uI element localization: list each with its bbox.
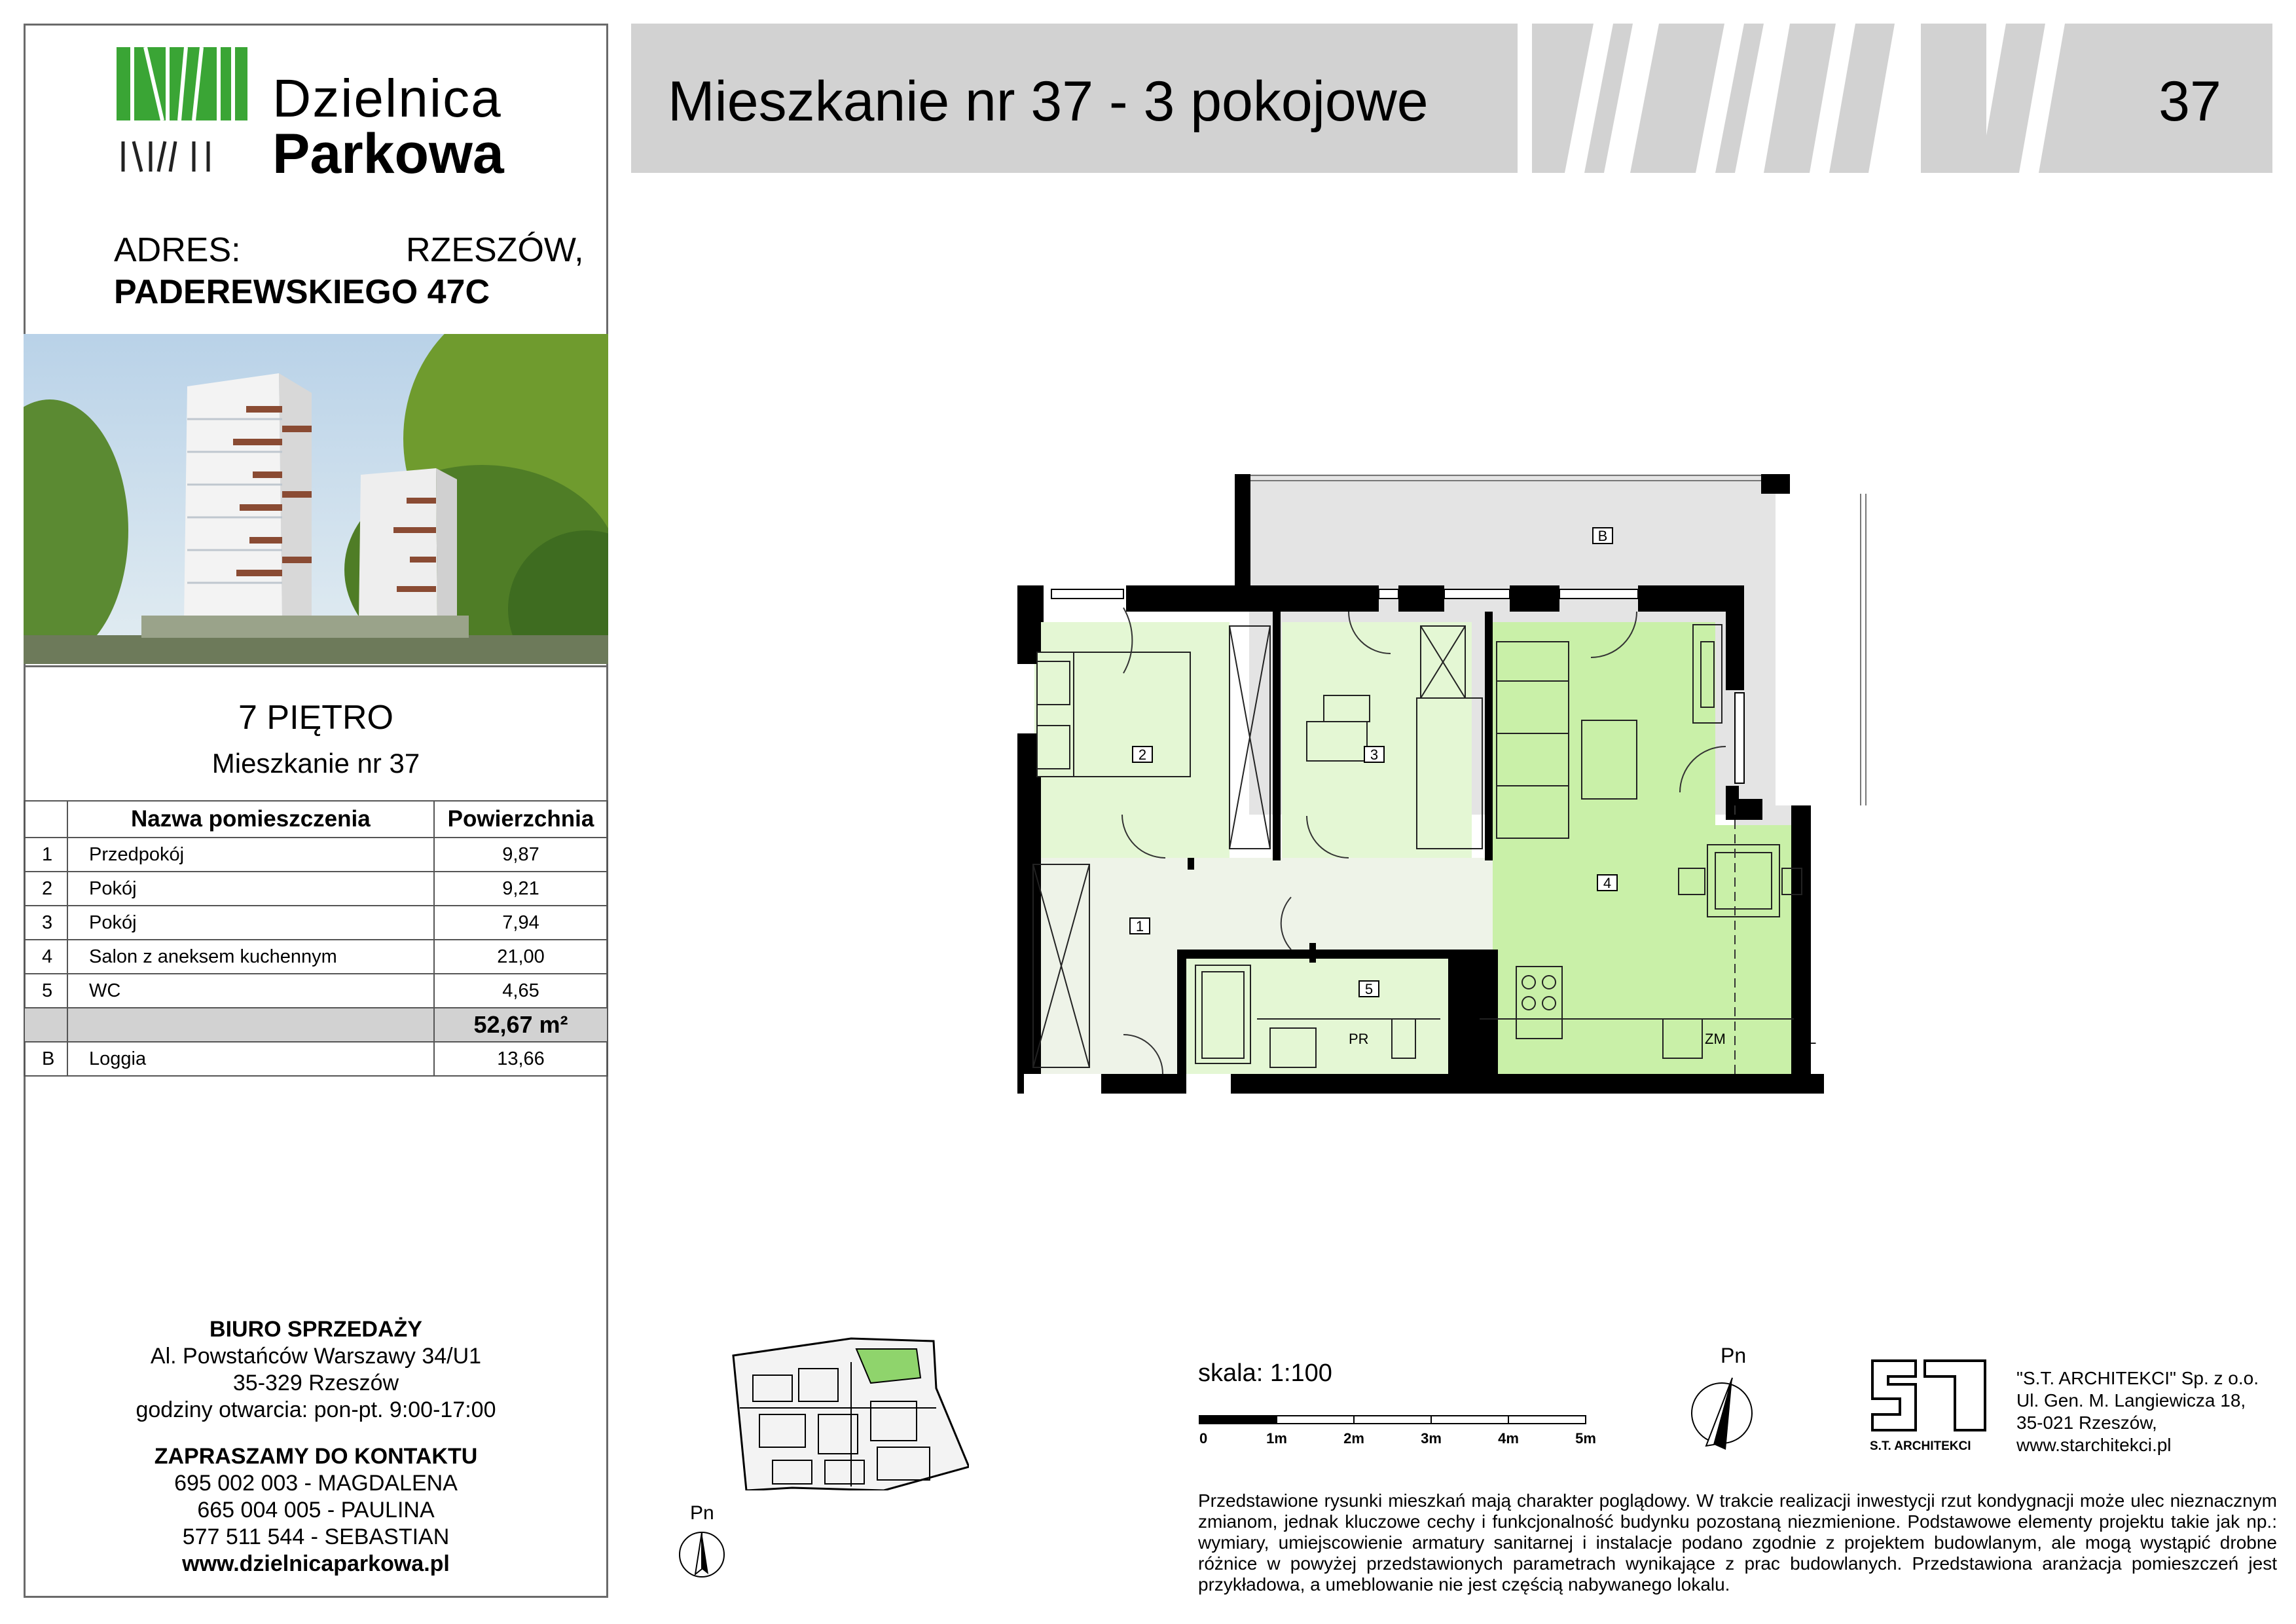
sales-hours: godziny otwarcia: pon-pt. 9:00-17:00 xyxy=(136,1397,496,1422)
architect-line: 35-021 Rzeszów, xyxy=(2016,1412,2157,1433)
north-label-left: Pn xyxy=(690,1502,714,1524)
room-tag-5 xyxy=(1359,981,1379,997)
table-row xyxy=(24,872,608,906)
table-row xyxy=(24,974,608,1008)
room-tag-2 xyxy=(1133,747,1152,763)
north-label-right: Pn xyxy=(1721,1344,1747,1367)
divider xyxy=(24,665,608,667)
rooms-table xyxy=(24,800,608,1077)
svg-text:3: 3 xyxy=(1370,747,1379,763)
row-no: 3 xyxy=(24,906,67,940)
total-area: 52,67 m² xyxy=(434,1008,608,1042)
scale-tick: 1m xyxy=(1266,1430,1287,1447)
scale-tick: 5m xyxy=(1575,1430,1596,1447)
room-3 xyxy=(1282,622,1472,858)
fixture-tag-pr: PR xyxy=(1349,1031,1369,1047)
architect-info xyxy=(2016,1367,2259,1456)
room-5 xyxy=(1185,957,1449,1074)
table-row xyxy=(24,940,608,974)
brand-name-line2: Parkowa xyxy=(272,122,504,185)
table-header-row xyxy=(24,801,608,838)
sales-office-info xyxy=(24,1316,608,1578)
row-no: 1 xyxy=(24,838,67,872)
header-stripes-decoration xyxy=(1528,24,2098,173)
row-name: Pokój xyxy=(67,906,434,940)
phone-2: 665 004 005 - PAULINA xyxy=(197,1498,435,1522)
row-name: Loggia xyxy=(67,1042,434,1076)
phone-1: 695 002 003 - MAGDALENA xyxy=(174,1471,458,1496)
disclaimer-text: Przedstawione rysunki mieszkań mają charakter poglądowy. W trakcie realizacji inwestycji rzut kondygnacji może ulec nieznacznym zmianom, jednak kluczowe cechy i funkcjonalność budynku pozostaną niezmienione. Podstawowe elementy projektu takie jak np.: wymiary, umiejscowienie armatury sanitarnej i instalacje podano zgodnie z projektem budowlanym, ale mogą wystąpić drobne różnice w powyżej przedstawionych parametrach wynikające z prac budowlanych. Przedstawiona aranżacja pomieszczeń jest przykładowa, a umeblowanie nie jest częścią nabywanego lokalu. xyxy=(1198,1490,2277,1595)
building-key-plan xyxy=(720,1336,969,1490)
apartment-subtitle: Mieszkanie nr 37 xyxy=(211,748,420,779)
room-tag-4 xyxy=(1597,875,1617,891)
row-no: B xyxy=(24,1042,67,1076)
table-row xyxy=(24,906,608,940)
floor-plan xyxy=(1008,465,1886,1094)
table-header-area: Powierzchnia xyxy=(434,801,608,838)
row-name: Salon z aneksem kuchennym xyxy=(67,940,434,974)
fixture-tag-l: L xyxy=(1808,1031,1817,1047)
row-area: 9,21 xyxy=(434,872,608,906)
row-area: 13,66 xyxy=(434,1042,608,1076)
architect-website[interactable]: www.starchitekci.pl xyxy=(2016,1435,2172,1455)
contact-title: ZAPRASZAMY DO KONTAKTU xyxy=(154,1444,478,1469)
header-apartment-number: 37 xyxy=(2159,70,2221,133)
svg-text:1: 1 xyxy=(1135,918,1144,934)
dzielnica-parkowa-logo xyxy=(90,43,261,174)
website-link[interactable]: www.dzielnicaparkowa.pl xyxy=(182,1551,450,1576)
sales-title: BIURO SPRZEDAŻY xyxy=(210,1317,422,1342)
row-no: 2 xyxy=(24,872,67,906)
row-name: Przedpokój xyxy=(67,838,434,872)
st-architekci-logo xyxy=(1870,1357,1988,1455)
scale-label: skala: 1:100 xyxy=(1198,1359,1332,1387)
table-row xyxy=(24,838,608,872)
compass-icon xyxy=(677,1530,727,1579)
room-tag-3 xyxy=(1364,747,1384,763)
scale-tick: 0 xyxy=(1199,1430,1208,1447)
address-label: ADRES: xyxy=(114,231,241,269)
architect-line: Ul. Gen. M. Langiewicza 18, xyxy=(2016,1390,2246,1411)
scale-tick: 4m xyxy=(1498,1430,1519,1447)
architect-line: "S.T. ARCHITEKCI" Sp. z o.o. xyxy=(2016,1368,2259,1388)
table-header-no xyxy=(24,801,67,838)
header-title: Mieszkanie nr 37 - 3 pokojowe xyxy=(668,70,1429,133)
compass-icon xyxy=(1676,1373,1768,1471)
scale-tick: 3m xyxy=(1421,1430,1442,1447)
table-row-loggia xyxy=(24,1042,608,1076)
row-name: WC xyxy=(67,974,434,1008)
svg-text:4: 4 xyxy=(1603,875,1612,891)
table-header-name: Nazwa pomieszczenia xyxy=(67,801,434,838)
address-street: PADEREWSKIEGO 47C xyxy=(114,273,490,311)
address-city: RZESZÓW, xyxy=(406,231,584,269)
row-area: 7,94 xyxy=(434,906,608,940)
row-area: 4,65 xyxy=(434,974,608,1008)
phone-3: 577 511 544 - SEBASTIAN xyxy=(182,1524,450,1549)
row-no: 4 xyxy=(24,940,67,974)
sales-address-line1: Al. Powstańców Warszawy 34/U1 xyxy=(150,1344,482,1369)
svg-text:5: 5 xyxy=(1364,981,1374,997)
table-total-row xyxy=(24,1008,608,1042)
architect-logo-caption: S.T. ARCHITEKCI xyxy=(1870,1439,1971,1453)
svg-text:2: 2 xyxy=(1138,747,1147,763)
row-name: Pokój xyxy=(67,872,434,906)
fixture-tag-zm: ZM xyxy=(1705,1031,1726,1047)
building-rendering xyxy=(24,334,608,664)
row-area: 21,00 xyxy=(434,940,608,974)
floor-title: 7 PIĘTRO xyxy=(238,699,393,737)
row-area: 9,87 xyxy=(434,838,608,872)
brand-name-line1: Dzielnica xyxy=(272,69,502,128)
room-tag-loggia xyxy=(1593,528,1613,544)
scale-tick: 2m xyxy=(1343,1430,1364,1447)
room-4 xyxy=(1493,622,1715,825)
scale-bar xyxy=(1198,1409,1617,1455)
sales-address-line2: 35-329 Rzeszów xyxy=(232,1371,399,1395)
room-tag-1 xyxy=(1130,918,1150,934)
svg-text:B: B xyxy=(1597,528,1608,544)
row-no: 5 xyxy=(24,974,67,1008)
